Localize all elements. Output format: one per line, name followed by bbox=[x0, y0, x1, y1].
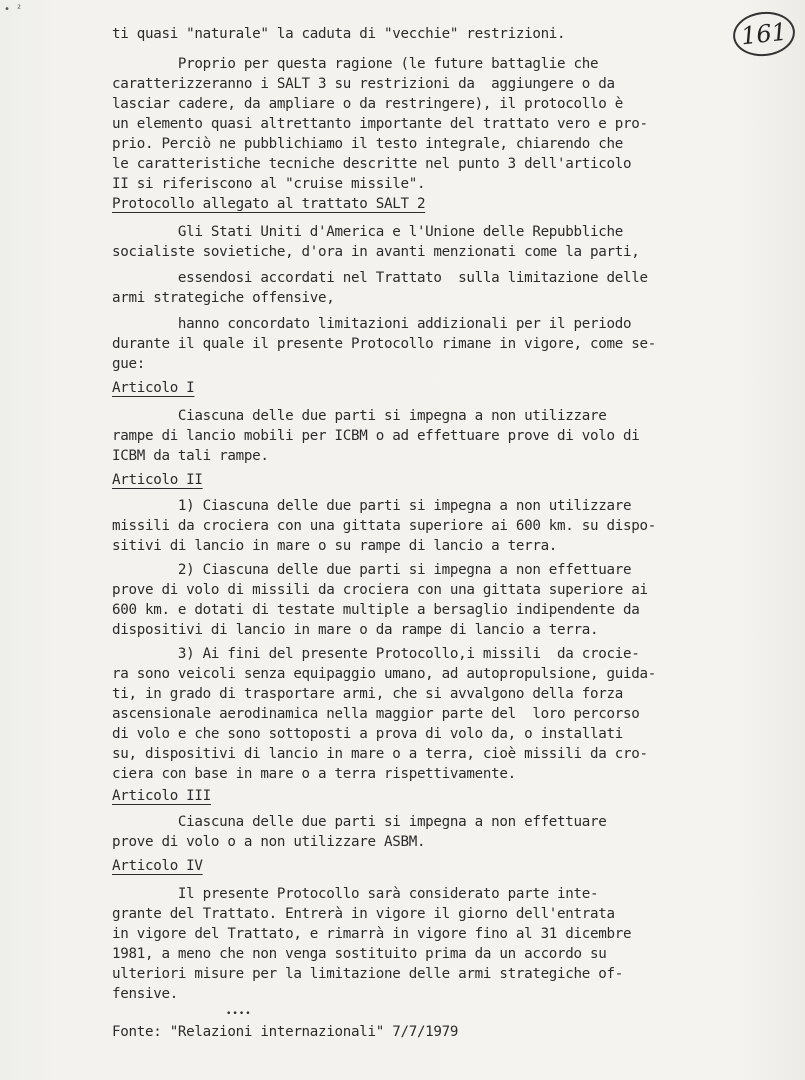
article-line: 1981, a meno che non venga sostituito prima da un accordo su bbox=[112, 946, 607, 962]
intro-text-line: le caratteristiche tecniche descritte nel punto 3 dell'articolo bbox=[112, 156, 632, 172]
article-line: Il presente Protocollo sarà considerato parte inte- bbox=[112, 886, 599, 902]
article-heading: Articolo III bbox=[112, 788, 211, 804]
article-line: 1) Ciascuna delle due parti si impegna a non utilizzare bbox=[112, 498, 632, 514]
article-line: fensive. bbox=[112, 986, 178, 1002]
article-line: ascensionale aerodinamica nella maggior parte del loro percorso bbox=[112, 706, 640, 722]
article-line: Ciascuna delle due parti si impegna a non utilizzare bbox=[112, 408, 607, 424]
intro-text-line: lasciar cadere, da ampliare o da restringere), il protocollo è bbox=[112, 96, 623, 112]
article-line: missili da crociera con una gittata superiore ai 600 km. su dispo- bbox=[112, 518, 656, 534]
article-line: dispositivi di lancio in mare o da rampe di lancio a terra. bbox=[112, 622, 599, 638]
article-line: grante del Trattato. Entrerà in vigore il giorno dell'entrata bbox=[112, 906, 615, 922]
article-heading: Articolo II bbox=[112, 472, 203, 488]
intro-text-line: caratterizzeranno i SALT 3 su restrizioni da aggiungere o da bbox=[112, 76, 615, 92]
article-line: ti, in grado di trasportare armi, che si avvalgono della forza bbox=[112, 686, 623, 702]
article-line: rampe di lancio mobili per ICBM o ad effettuare prove di volo di bbox=[112, 428, 640, 444]
preamble-line: hanno concordato limitazioni addizionali per il periodo bbox=[112, 316, 632, 332]
intro-text-line: II si riferiscono al "cruise missile". bbox=[112, 176, 426, 192]
preamble-line: essendosi accordati nel Trattato sulla limitazione delle bbox=[112, 270, 648, 286]
article-line: ulteriori misure per la limitazione delle armi strategiche of- bbox=[112, 966, 623, 982]
article-line: ciera con base in mare o a terra rispettivamente. bbox=[112, 766, 516, 782]
intro-text-line: prio. Perciò ne pubblichiamo il testo integrale, chiarendo che bbox=[112, 136, 623, 152]
article-line: 600 km. e dotati di testate multiple a bersaglio indipendente da bbox=[112, 602, 640, 618]
preamble-line: durante il quale il presente Protocollo rimane in vigore, come se- bbox=[112, 336, 656, 352]
article-line: sitivi di lancio in mare o su rampe di lancio a terra. bbox=[112, 538, 558, 554]
intro-text-line: Proprio per questa ragione (le future battaglie che bbox=[112, 56, 599, 72]
article-line: prove di volo di missili da crociera con una gittata superiore ai bbox=[112, 582, 648, 598]
preamble-line: Gli Stati Uniti d'America e l'Unione delle Repubbliche bbox=[112, 224, 623, 240]
article-line: ICBM da tali rampe. bbox=[112, 448, 269, 464]
article-line: prove di volo o a non utilizzare ASBM. bbox=[112, 834, 426, 850]
intro-text-line: un elemento quasi altrettanto importante del trattato vero e pro- bbox=[112, 116, 648, 132]
preamble-line: gue: bbox=[112, 356, 145, 372]
preamble-line: armi strategiche offensive, bbox=[112, 290, 335, 306]
corner-marks: • ² bbox=[4, 4, 23, 15]
intro-line: ti quasi "naturale" la caduta di "vecchie" restrizioni. bbox=[112, 26, 566, 42]
article-line: di volo e che sono sottoposti a prova di volo da, o installati bbox=[112, 726, 623, 742]
separator-dots: •••• bbox=[226, 1009, 252, 1019]
article-line: Ciascuna delle due parti si impegna a non effettuare bbox=[112, 814, 607, 830]
page-number: 161 bbox=[731, 9, 797, 59]
article-line: su, dispositivi di lancio in mare o a terra, cioè missili da cro- bbox=[112, 746, 648, 762]
source-citation: Fonte: "Relazioni internazionali" 7/7/1979 bbox=[112, 1024, 459, 1040]
article-line: 3) Ai fini del presente Protocollo,i missili da crocie- bbox=[112, 646, 640, 662]
protocol-heading: Protocollo allegato al trattato SALT 2 bbox=[112, 196, 426, 212]
article-heading: Articolo IV bbox=[112, 858, 203, 874]
article-line: in vigore del Trattato, e rimarrà in vigore fino al 31 dicembre bbox=[112, 926, 632, 942]
article-heading: Articolo I bbox=[112, 380, 195, 396]
preamble-line: socialiste sovietiche, d'ora in avanti menzionati come la parti, bbox=[112, 244, 640, 260]
article-line: 2) Ciascuna delle due parti si impegna a non effettuare bbox=[112, 562, 632, 578]
article-line: ra sono veicoli senza equipaggio umano, ad autopropulsione, guida- bbox=[112, 666, 656, 682]
